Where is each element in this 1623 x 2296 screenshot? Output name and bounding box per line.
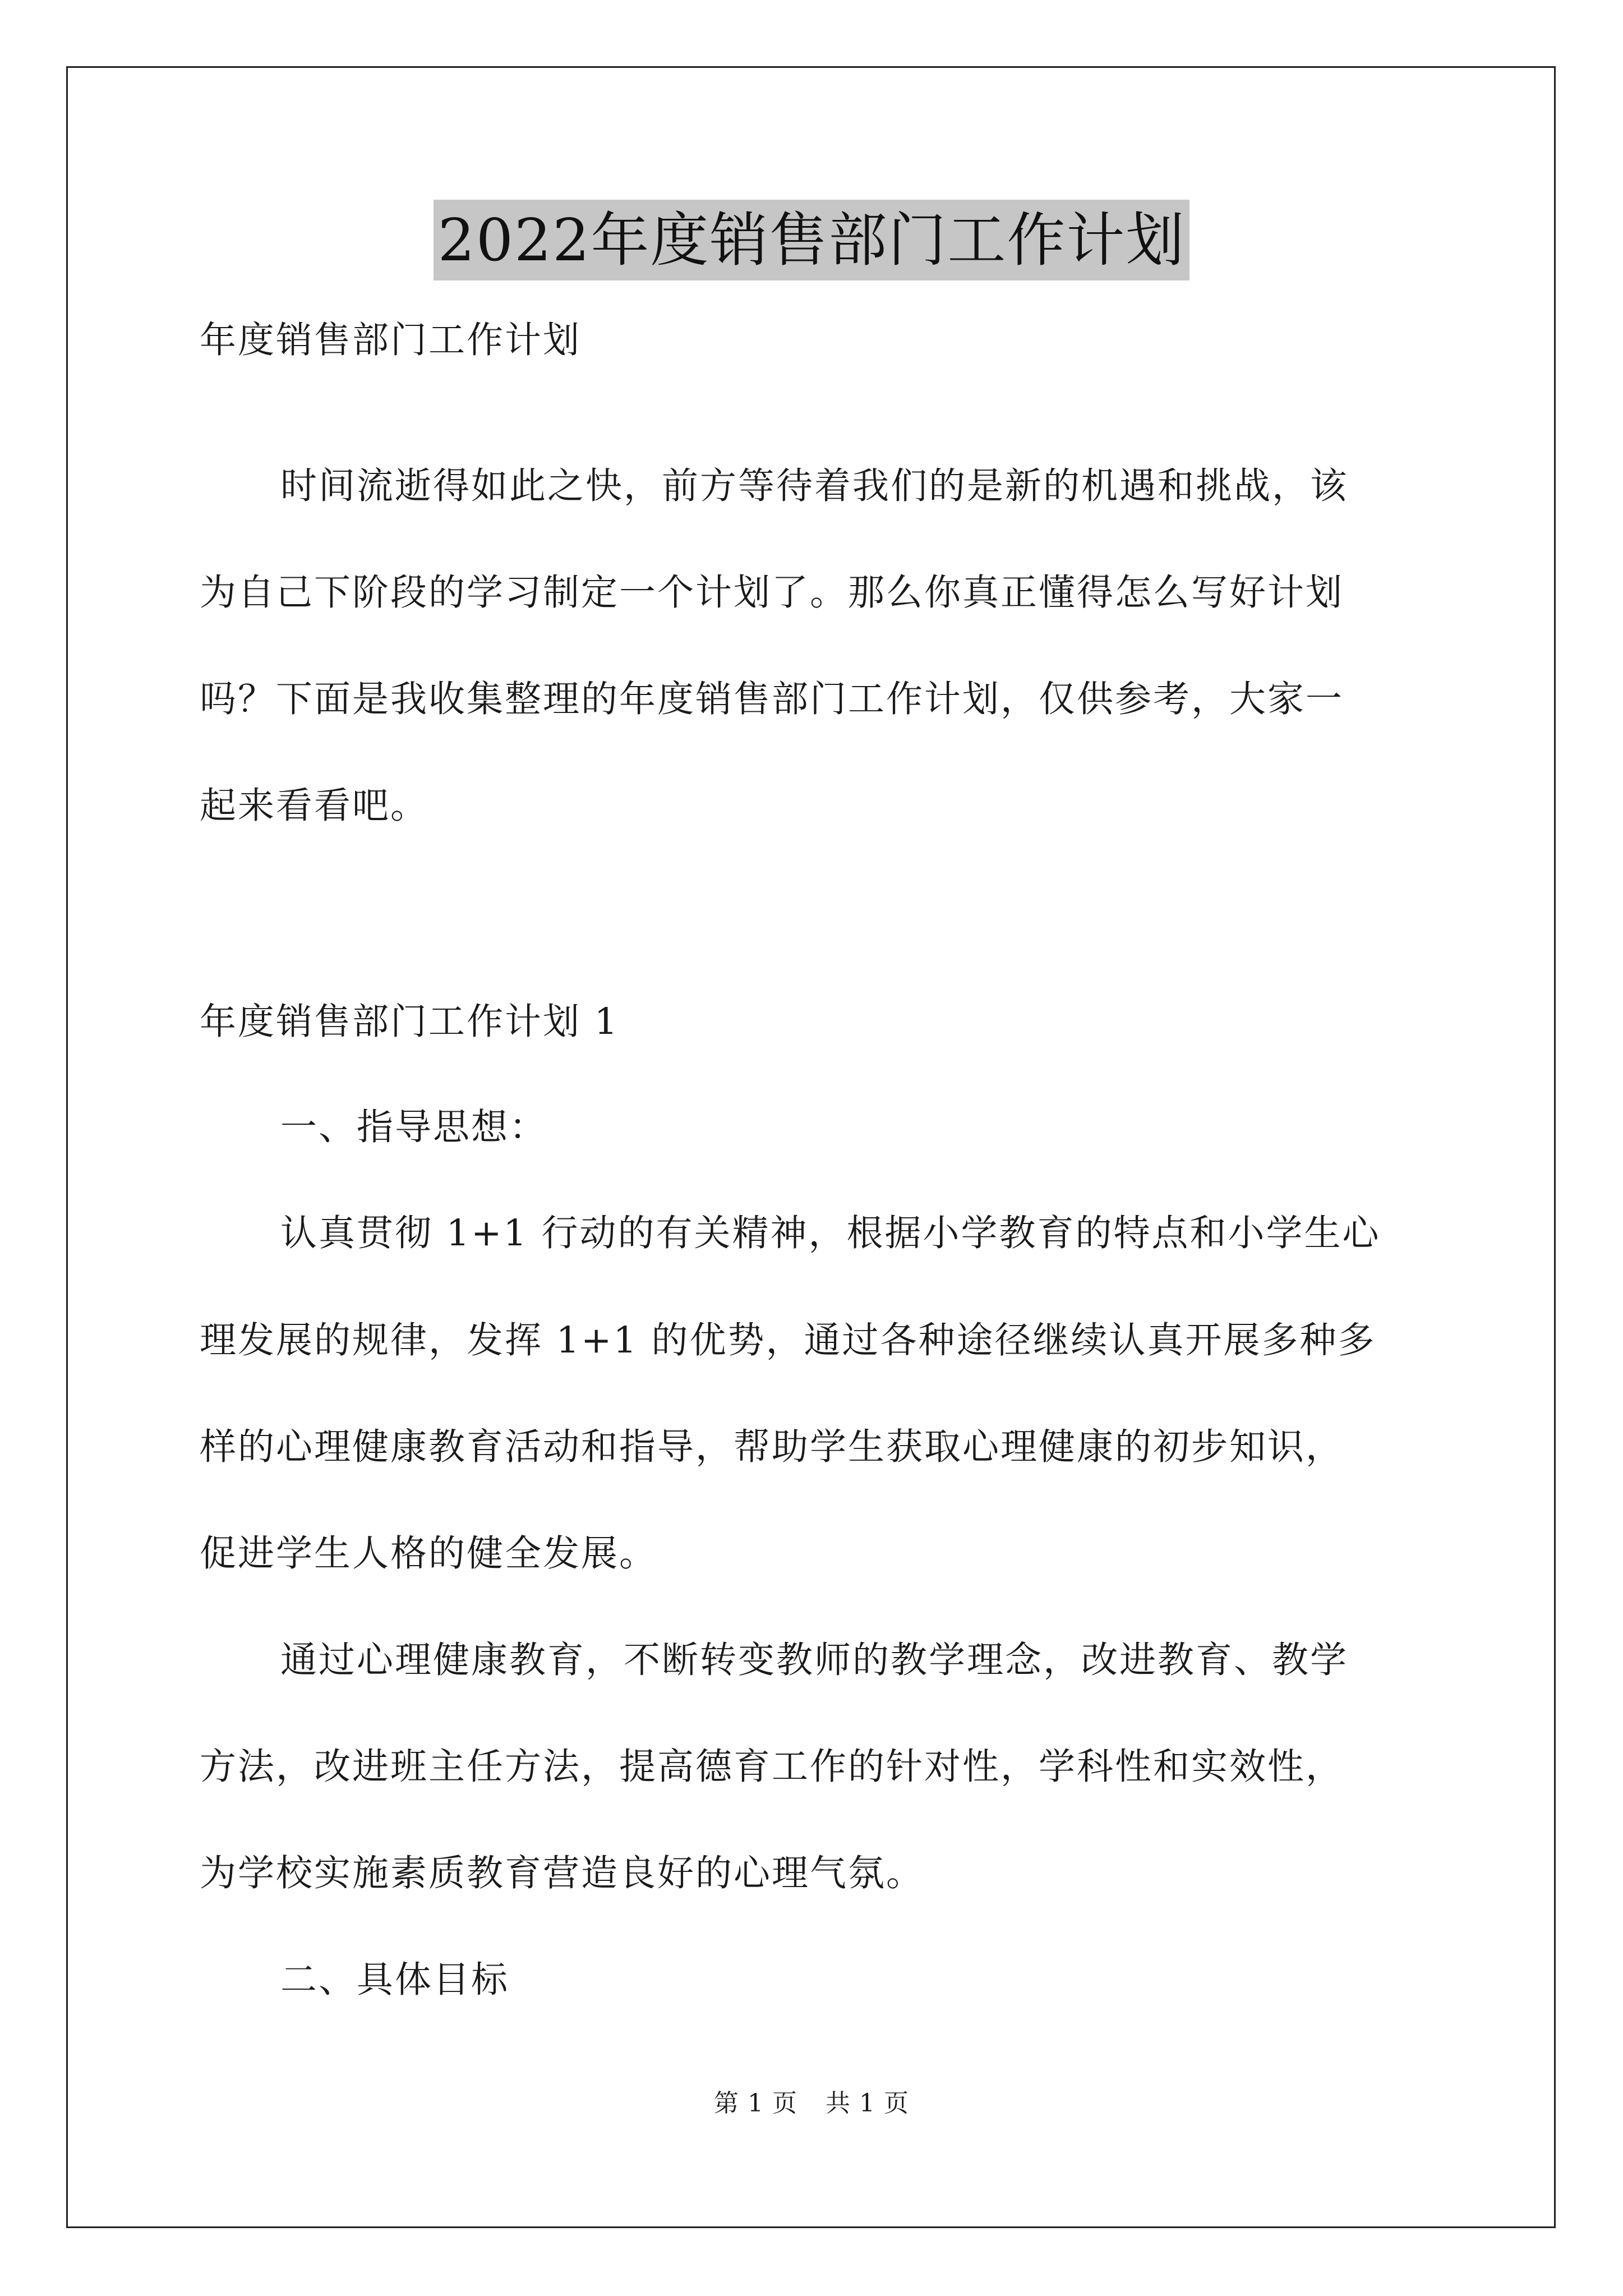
title-container bbox=[0, 200, 1623, 280]
subsection-heading: 二、具体目标 bbox=[280, 1959, 510, 2001]
document-title: 2022年度销售部门工作计划 bbox=[434, 200, 1190, 280]
paragraph-line: 吗？下面是我收集整理的年度销售部门工作计划，仅供参考，大家一 bbox=[200, 678, 1344, 720]
paragraph-line: 促进学生人格的健全发展。 bbox=[200, 1533, 658, 1575]
paragraph-line: 理发展的规律，发挥 1+1 的优势，通过各种途径继续认真开展多种多 bbox=[200, 1319, 1376, 1361]
paragraph-line: 方法，改进班主任方法，提高德育工作的针对性，学科性和实效性， bbox=[200, 1746, 1344, 1788]
subtitle: 年度销售部门工作计划 bbox=[200, 319, 582, 361]
section-heading: 年度销售部门工作计划 1 bbox=[200, 1001, 620, 1043]
paragraph-line: 通过心理健康教育，不断转变教师的教学理念，改进教育、教学 bbox=[280, 1639, 1349, 1681]
paragraph-line: 时间流逝得如此之快，前方等待着我们的是新的机遇和挑战，该 bbox=[280, 465, 1349, 507]
paragraph-line: 样的心理健康教育活动和指导，帮助学生获取心理健康的初步知识， bbox=[200, 1426, 1344, 1468]
paragraph-line: 为学校实施素质教育营造良好的心理气氛。 bbox=[200, 1852, 925, 1894]
page-number-total: 共 1 页 bbox=[826, 2089, 909, 2118]
paragraph-line: 为自己下阶段的学习制定一个计划了。那么你真正懂得怎么写好计划 bbox=[200, 572, 1344, 614]
page-number-current: 第 1 页 bbox=[714, 2089, 797, 2118]
paragraph-line: 认真贯彻 1+1 行动的有关精神，根据小学教育的特点和小学生心 bbox=[280, 1212, 1381, 1254]
page-footer bbox=[0, 2087, 1623, 2120]
subsection-heading: 一、指导思想： bbox=[280, 1106, 548, 1148]
paragraph-line: 起来看看吧。 bbox=[200, 785, 429, 827]
